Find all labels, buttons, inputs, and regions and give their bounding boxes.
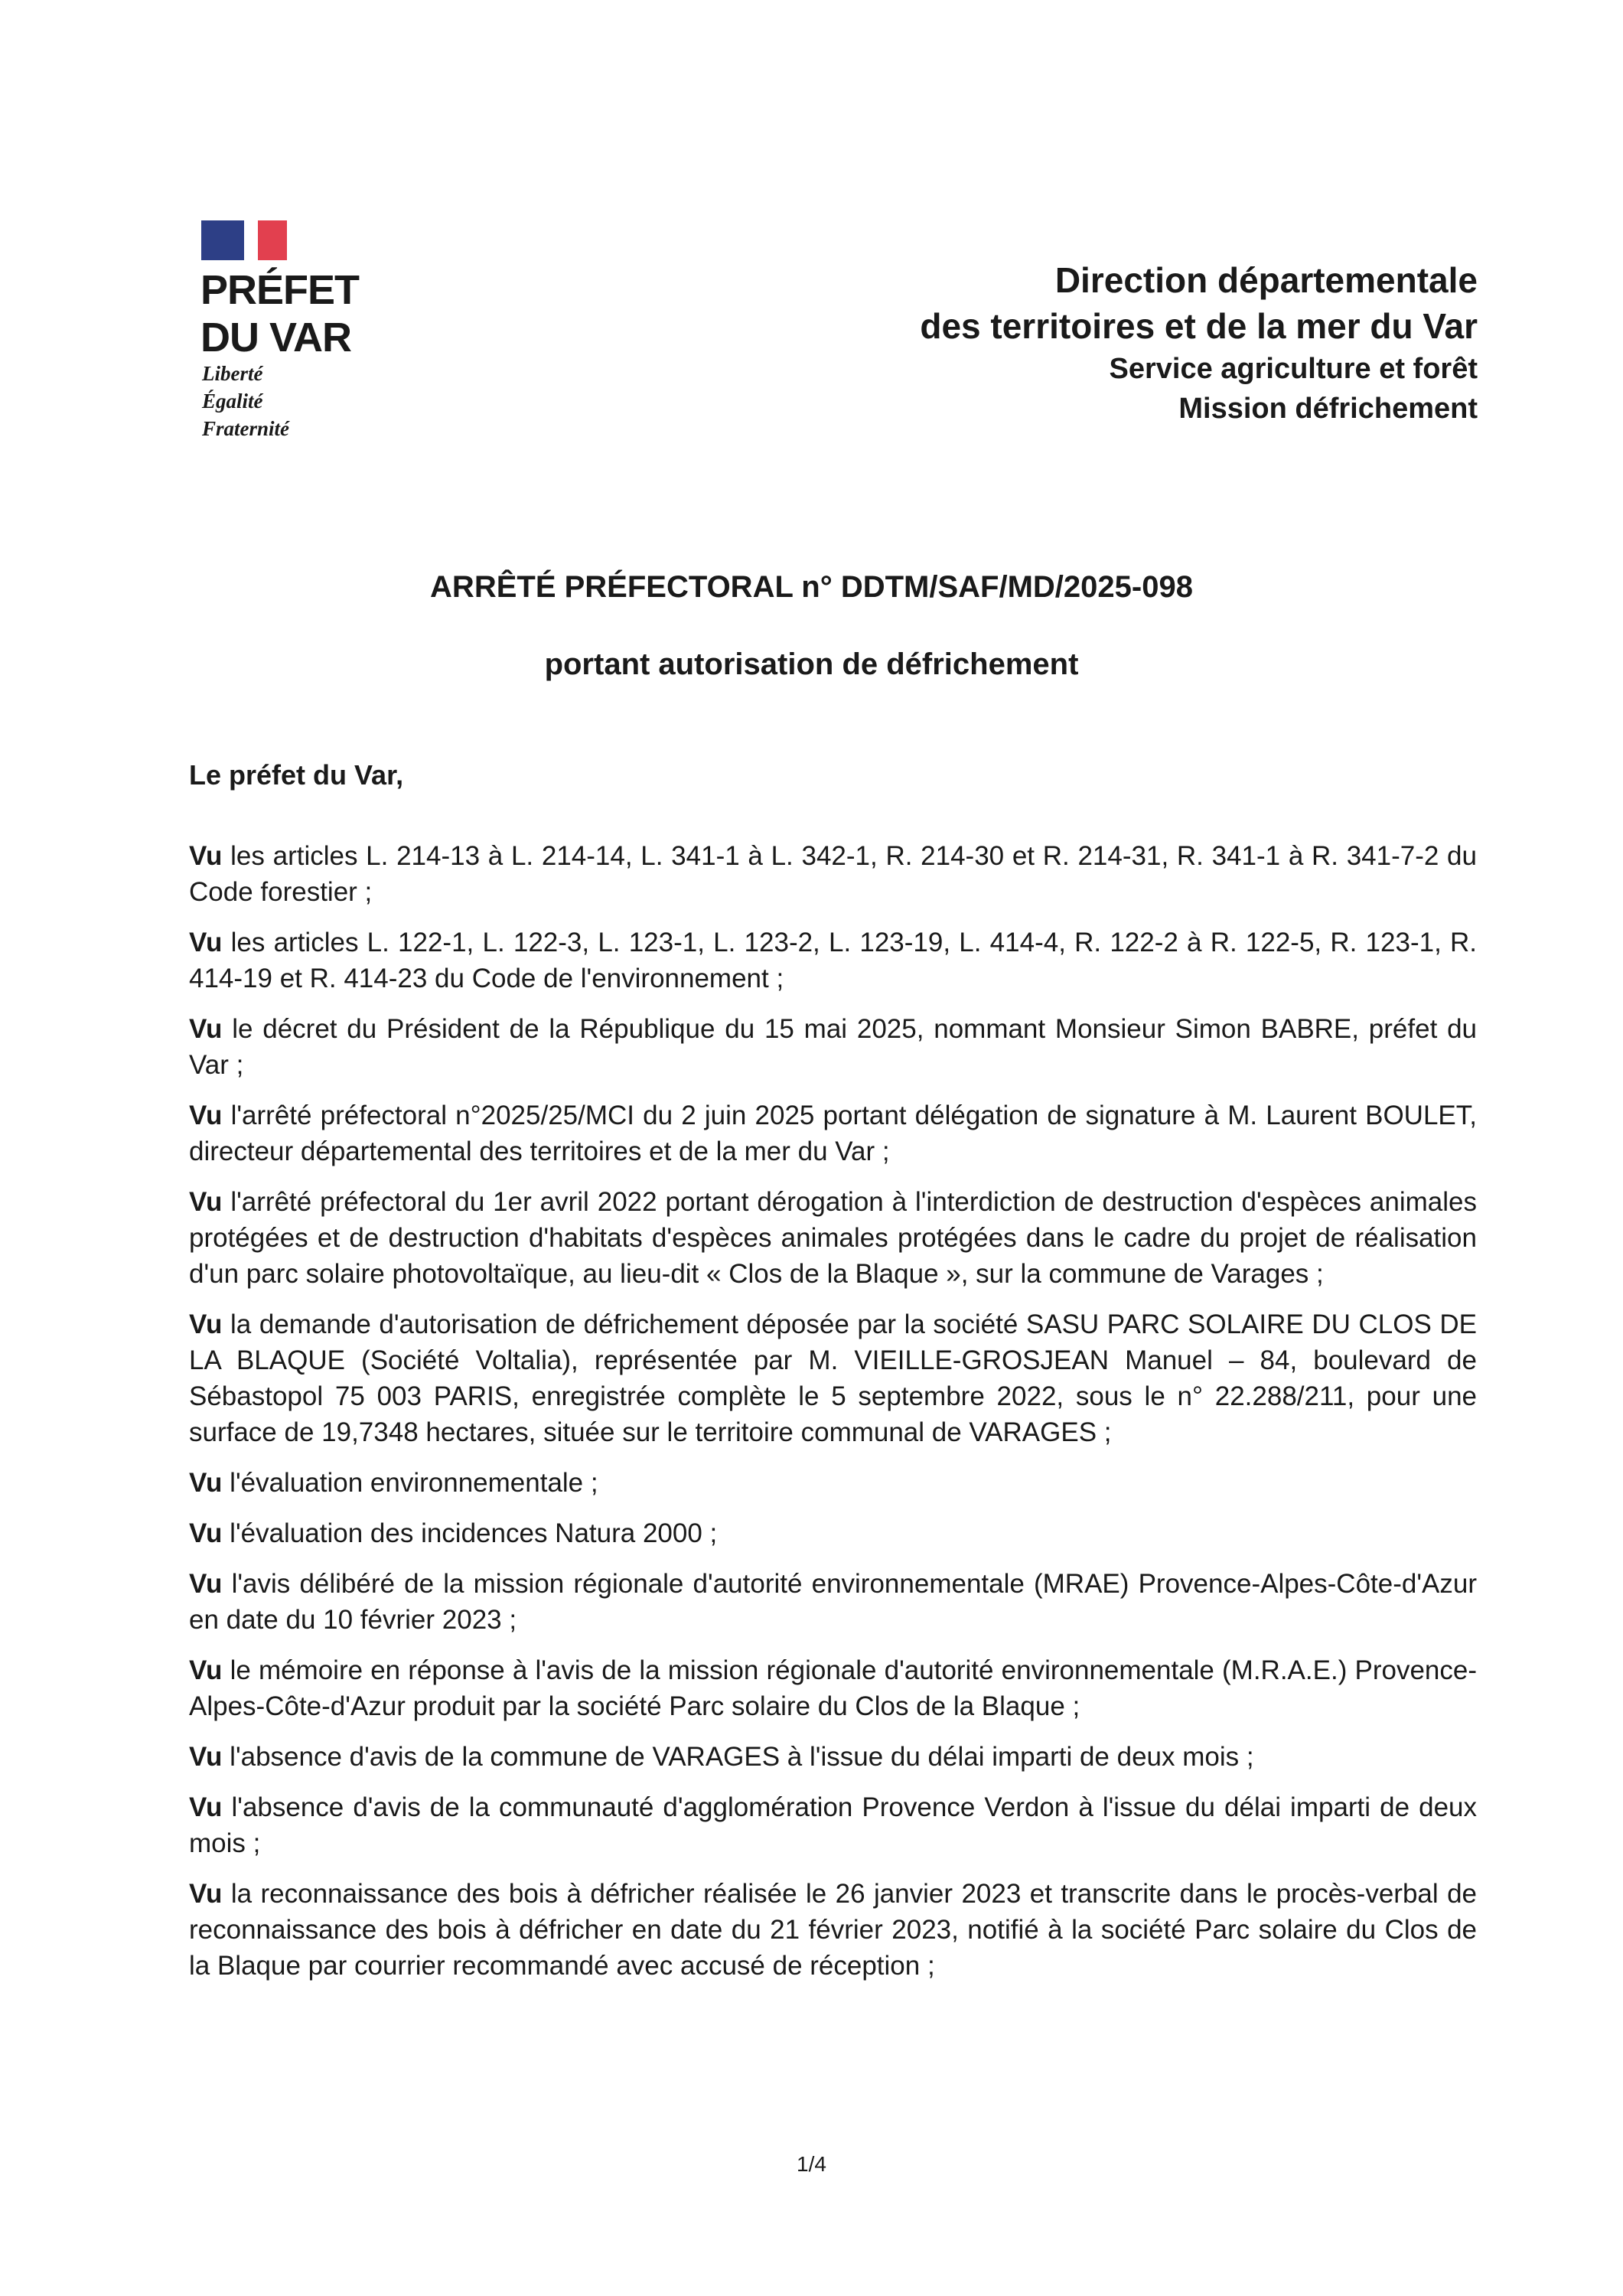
consideration-text: l'avis délibéré de la mission régionale d'autorité environnementale (MRAE) Provence-Alpes-Côte-d'Azur en date du 10 février 2023 ; xyxy=(189,1569,1477,1635)
consideration-item xyxy=(189,1465,1477,1501)
service-line: des territoires et de la mer du Var xyxy=(920,306,1478,346)
consideration-item xyxy=(189,1876,1477,1984)
document-subtitle: portant autorisation de défrichement xyxy=(544,647,1079,681)
vu-label: Vu xyxy=(189,1655,223,1685)
consideration-text: l'absence d'avis de la commune de VARAGES à l'issue du délai imparti de deux mois ; xyxy=(222,1742,1254,1772)
document-title: ARRÊTÉ PRÉFECTORAL n° DDTM/SAF/MD/2025-098 xyxy=(430,570,1193,604)
issuing-service xyxy=(920,257,1478,429)
motto xyxy=(202,360,289,442)
service-line: Direction départementale xyxy=(1054,260,1478,300)
consideration-item xyxy=(189,1097,1477,1169)
consideration-item xyxy=(189,1566,1477,1638)
motto-fraternite: Fraternité xyxy=(202,417,290,440)
consideration-text: l'arrêté préfectoral du 1er avril 2022 portant dérogation à l'interdiction de destruction d'espèces animales protégées et de destruction d'habitats d'espèces animales protégées dans le cadre du projet de réalisation d'un parc solaire photovoltaïque, au lieu-dit « Clos de la Blaque », sur la commune de Varages ; xyxy=(189,1187,1477,1289)
consideration-item xyxy=(189,925,1477,996)
motto-egalite: Égalité xyxy=(202,390,263,413)
vu-label: Vu xyxy=(189,1187,223,1217)
service-line: Service agriculture et forêt xyxy=(1109,353,1478,385)
consideration-item xyxy=(189,1515,1477,1551)
vu-label: Vu xyxy=(189,1309,223,1339)
consideration-item xyxy=(189,1011,1477,1083)
intro: Le préfet du Var, xyxy=(189,759,404,791)
consideration-text: le décret du Président de la République du 15 mai 2025, nommant Monsieur Simon BABRE, préfet du Var ; xyxy=(189,1014,1477,1080)
consideration-text: l'absence d'avis de la communauté d'agglomération Provence Verdon à l'issue du délai imparti de deux mois ; xyxy=(189,1792,1477,1858)
consideration-text: l'évaluation des incidences Natura 2000 ; xyxy=(222,1518,718,1548)
consideration-text: les articles L. 214-13 à L. 214-14, L. 341-1 à L. 342-1, R. 214-30 et R. 214-31, R. 341-1 à R. 341-7-2 du Code forestier ; xyxy=(189,841,1477,907)
consideration-item xyxy=(189,1306,1477,1450)
consideration-item xyxy=(189,838,1477,910)
vu-label: Vu xyxy=(189,1742,223,1772)
prefet-line: PRÉFET xyxy=(200,267,360,313)
motto-liberte: Liberté xyxy=(202,362,263,385)
marianne-logo-icon xyxy=(201,220,305,260)
consideration-item xyxy=(189,1652,1477,1724)
consideration-item xyxy=(189,1789,1477,1861)
consideration-text: les articles L. 122-1, L. 122-3, L. 123-1, L. 123-2, L. 123-19, L. 414-4, R. 122-2 à R. 122-5, R. 123-1, R. 414-19 et R. 414-23 du Code de l'environnement ; xyxy=(189,928,1477,993)
considerations-list xyxy=(189,838,1477,1998)
du-var-line: DU VAR xyxy=(200,315,352,360)
consideration-text: l'arrêté préfectoral n°2025/25/MCI du 2 juin 2025 portant délégation de signature à M. Laurent BOULET, directeur départemental des territoires et de la mer du Var ; xyxy=(189,1101,1477,1166)
page-number: 1/4 xyxy=(797,2152,826,2176)
vu-label: Vu xyxy=(189,1569,223,1599)
vu-label: Vu xyxy=(189,1518,223,1548)
prefecture-name xyxy=(200,266,359,361)
vu-label: Vu xyxy=(189,1468,223,1498)
consideration-item xyxy=(189,1739,1477,1775)
vu-label: Vu xyxy=(189,1101,223,1130)
vu-label: Vu xyxy=(189,1792,223,1822)
consideration-text: la reconnaissance des bois à défricher réalisée le 26 janvier 2023 et transcrite dans le procès-verbal de reconnaissance des bois à défricher en date du 21 février 2023, notifié à la société Parc solaire du Clos de la Blaque par courrier recommandé avec accusé de réception ; xyxy=(189,1879,1477,1981)
vu-label: Vu xyxy=(189,928,223,957)
consideration-text: l'évaluation environnementale ; xyxy=(222,1468,598,1498)
consideration-item xyxy=(189,1184,1477,1292)
consideration-text: la demande d'autorisation de défrichement déposée par la société SASU PARC SOLAIRE DU CLOS DE LA BLAQUE (Société Voltalia), représentée par M. VIEILLE-GROSJEAN Manuel – 84, boulevard de Sébastopol 75 003 PARIS, enregistrée complète le 5 septembre 2022, sous le n° 22.288/211, pour une surface de 19,7348 hectares, située sur le territoire communal de VARAGES ; xyxy=(189,1309,1477,1447)
service-line: Mission défrichement xyxy=(1178,393,1478,425)
vu-label: Vu xyxy=(189,841,223,871)
consideration-text: le mémoire en réponse à l'avis de la mission régionale d'autorité environnementale (M.R.A.E.) Provence-Alpes-Côte-d'Azur produit par la société Parc solaire du Clos de la Blaque ; xyxy=(189,1655,1477,1721)
vu-label: Vu xyxy=(189,1014,223,1044)
vu-label: Vu xyxy=(189,1879,223,1909)
